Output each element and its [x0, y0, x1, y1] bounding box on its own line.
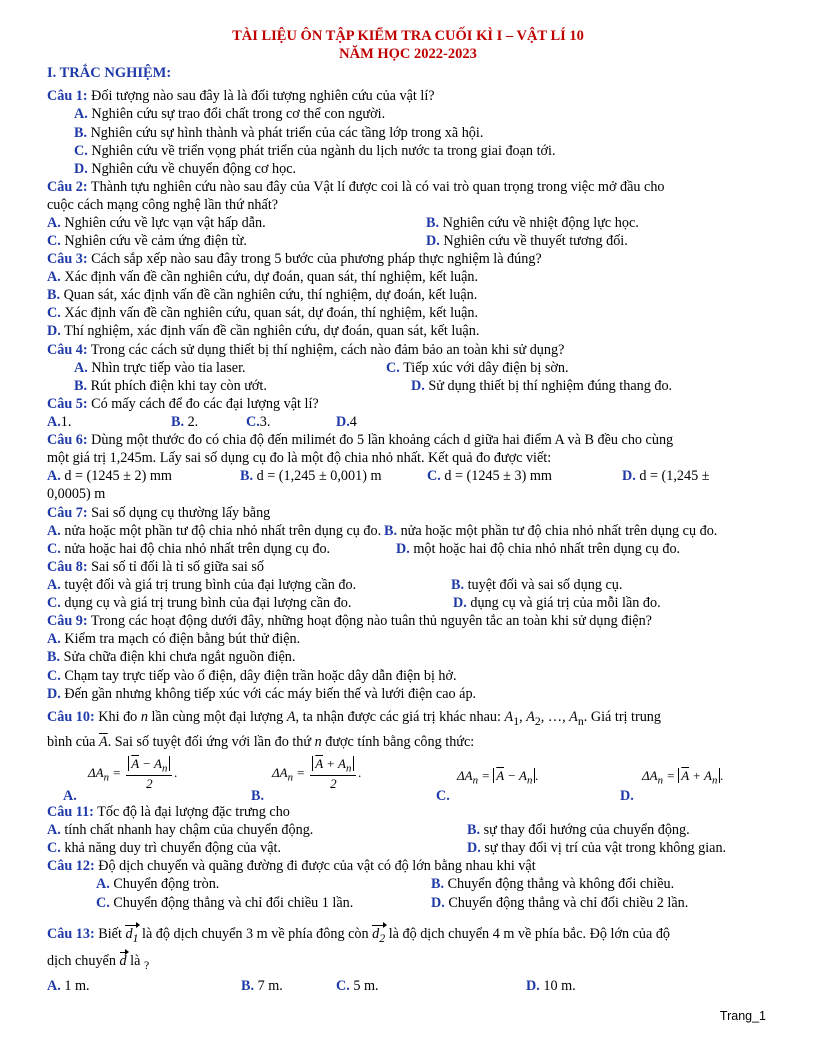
text: 0,0005) m: [47, 486, 106, 502]
option-label: D.: [426, 233, 440, 249]
option-label: B.: [451, 577, 465, 593]
option-label: A.: [47, 269, 61, 285]
text: Chuyển động thẳng và chỉ đổi chiều 2 lần.: [444, 895, 689, 911]
text-line: [240, 468, 382, 485]
option-label: A.: [63, 788, 77, 804]
text: 3.: [259, 414, 271, 430]
text: tuyệt đối và giá trị trung bình của đại lượng cần đo.: [60, 577, 357, 593]
question-label: Câu 1:: [47, 88, 88, 104]
option-label: C.: [47, 233, 61, 249]
option-label: D.: [336, 414, 350, 430]
option-label: B.: [47, 287, 61, 303]
text-line: [241, 978, 283, 995]
text: Tiếp xúc với dây điện bị sờn.: [399, 360, 569, 376]
text: cuộc cách mạng công nghệ lần thứ nhất?: [47, 197, 279, 213]
text-line: [47, 523, 381, 540]
text: nửa hoặc một phần tư độ chia nhỏ nhất trên dụng cụ đo.: [60, 523, 382, 539]
text-line: [47, 631, 300, 648]
document-title: TÀI LIỆU ÔN TẬP KIỂM TRA CUỐI KÌ I – VẬT LÍ 10: [232, 28, 584, 44]
text-line: [396, 541, 680, 558]
text: dụng cụ và giá trị của mỗi lần đo.: [466, 595, 661, 611]
text: Rút phích điện khi tay còn ướt.: [87, 378, 267, 394]
option-label: D.: [526, 978, 540, 994]
option-label: A.: [74, 106, 88, 122]
text: d = (1,245 ± 0,001) m: [253, 468, 382, 484]
text: Nghiên cứu sự hình thành và phát triển của các tầng lớp trong xã hội.: [87, 125, 484, 141]
question-13-line-1: Câu 13: Biết $d_1$ là độ dịch chuyển 3 m về phía đông còn $d_2$ là độ dịch chuyển 4 m về phía bắc. Độ lớn của độ: [47, 926, 671, 945]
text-line: [47, 323, 479, 340]
text-line: [47, 88, 435, 105]
text: 1 m.: [60, 978, 90, 994]
text-line: [431, 895, 688, 912]
text-line: [47, 486, 105, 503]
text-line: [622, 468, 710, 485]
text-line: [47, 613, 652, 630]
text-line: [47, 559, 264, 576]
option-label: D.: [467, 840, 481, 856]
text: tính chất nhanh hay chậm của chuyển động.: [60, 822, 314, 838]
text-line: [47, 686, 476, 703]
text-line: [47, 978, 90, 995]
text-line: [47, 649, 295, 666]
option-label: B.: [251, 788, 265, 804]
text-line: [47, 233, 247, 250]
question-label: Câu 9:: [47, 613, 88, 629]
text: Chuyển động thẳng và chỉ đổi chiều 1 lần.: [109, 895, 354, 911]
text-line: [74, 360, 246, 377]
option-label: C.: [386, 360, 400, 376]
option-label: B.: [431, 876, 445, 892]
text: Thành tựu nghiên cứu nào sau đây của Vật lí được coi là có vai trò quan trọng trong việc mở đầu cho: [87, 179, 665, 195]
text: một giá trị 1,245m. Lấy sai số dụng cụ đo là một độ chia nhỏ nhất. Kết quả đo được viết:: [47, 450, 552, 466]
option-label: B.: [74, 378, 88, 394]
text-line: [453, 595, 661, 612]
question-10-line-2: bình của $\overline{A}$. Sai số tuyệt đối ứng với lần đo thứ n được tính bằng công thức:: [47, 734, 475, 750]
option-label: B.: [47, 649, 61, 665]
text-line: [47, 468, 172, 485]
text-line: [246, 414, 270, 431]
text: một hoặc hai độ chia nhỏ nhất trên dụng cụ đo.: [409, 541, 681, 557]
text-line: [47, 450, 551, 467]
question-label: Câu 12:: [47, 858, 95, 874]
text: d = (1,245 ±: [635, 468, 710, 484]
text-line: [451, 577, 622, 594]
text: Thí nghiệm, xác định vấn đề cần nghiên cứu, dự đoán, quan sát, kết luận.: [60, 323, 480, 339]
text: Nghiên cứu về triển vọng phát triển của ngành du lịch nước ta trong giai đoạn tới.: [87, 143, 556, 159]
school-year: NĂM HỌC 2022-2023: [339, 46, 477, 62]
text-line: [386, 360, 569, 377]
text-line: [426, 215, 639, 232]
option-label: D.: [411, 378, 425, 394]
question-13-line-2: dịch chuyển d là $_?$: [47, 953, 150, 972]
option-label: B.: [426, 215, 440, 231]
vector-d1: $d_1$: [125, 926, 139, 945]
text-line: [47, 251, 542, 268]
question-label: Câu 7:: [47, 505, 88, 521]
page-number: Trang_1: [719, 1009, 766, 1023]
text: Nghiên cứu về lực vạn vật hấp dẫn.: [60, 215, 266, 231]
option-label: C.: [96, 895, 110, 911]
question-label: Câu 6:: [47, 432, 88, 448]
text-line: [171, 414, 198, 431]
question-10-line-1: Câu 10: Khi đo n lần cùng một đại lượng A, ta nhận được các giá trị khác nhau: $A_1$, $A_2$, …, $A_n$. Giá trị trung: [47, 709, 661, 728]
text-line: [74, 378, 267, 395]
text: Độ dịch chuyển và quãng đường đi được của vật có độ lớn bằng nhau khi vật: [94, 858, 536, 874]
text-line: [47, 305, 478, 322]
text: 2.: [184, 414, 199, 430]
question-label: Câu 5:: [47, 396, 88, 412]
text-line: [74, 143, 556, 160]
vector-d: d: [119, 953, 127, 969]
text: Quan sát, xác định vấn đề cần nghiên cứu, thí nghiệm, dự đoán, kết luận.: [60, 287, 478, 303]
text: Tốc độ là đại lượng đặc trưng cho: [93, 804, 290, 820]
text: Cách sắp xếp nào sau đây trong 5 bước của phương pháp thực nghiệm là đúng?: [87, 251, 542, 267]
option-label: B.: [384, 523, 398, 539]
formula-c: $\Delta A_n = \overline{A} - A_n$ .: [457, 768, 539, 787]
option-label: C.: [74, 143, 88, 159]
question-label: Câu 4:: [47, 342, 88, 358]
question-label: Câu 13:: [47, 926, 95, 942]
text: Nghiên cứu về thuyết tương đối.: [439, 233, 628, 249]
text-line: [74, 106, 385, 123]
option-label: C.: [47, 541, 61, 557]
option-label: A.: [47, 822, 61, 838]
text: sự thay đổi vị trí của vật trong không gian.: [480, 840, 727, 856]
text-line: [96, 876, 219, 893]
question-label: Câu 10:: [47, 709, 95, 725]
text: nửa hoặc hai độ chia nhỏ nhất trên dụng cụ đo.: [60, 541, 331, 557]
formula-a: $\Delta A_n$ = $\frac{\overline{A} - A_n}{2}$ .: [88, 756, 178, 791]
option-label: C.: [47, 305, 61, 321]
text: Nghiên cứu về chuyển động cơ học.: [87, 161, 297, 177]
text: Xác định vấn đề cần nghiên cứu, dự đoán, quan sát, thí nghiệm, kết luận.: [60, 269, 479, 285]
option-label: D.: [47, 686, 61, 702]
text-line: [47, 342, 564, 359]
text: 7 m.: [254, 978, 283, 994]
option-label: C.: [47, 595, 61, 611]
text: Kiểm tra mạch có điện bằng bút thử điện.: [60, 631, 301, 647]
option-label: A.: [47, 631, 61, 647]
text-line: [96, 895, 353, 912]
question-label: Câu 3:: [47, 251, 88, 267]
section-title: I. TRẮC NGHIỆM:: [47, 65, 172, 81]
option-label: D.: [622, 468, 636, 484]
option-label: C.: [246, 414, 260, 430]
text: nửa hoặc một phần tư độ chia nhỏ nhất trên dụng cụ đo.: [397, 523, 718, 539]
text: khả năng duy trì chuyển động của vật.: [60, 840, 282, 856]
text: Sửa chữa điện khi chưa ngắt nguồn điện.: [60, 649, 296, 665]
option-label: A.: [96, 876, 110, 892]
text: Sai số tỉ đối là tỉ số giữa sai số: [87, 559, 264, 575]
option-label: D.: [47, 323, 61, 339]
text-line: [47, 804, 290, 821]
text-line: [336, 414, 357, 431]
option-label: D.: [453, 595, 467, 611]
option-label: B.: [467, 822, 481, 838]
text: Trong các cách sử dụng thiết bị thí nghiệm, cách nào đảm bảo an toàn khi sử dụng?: [87, 342, 565, 358]
option-label: C.: [336, 978, 350, 994]
text-line: [47, 840, 281, 857]
text-line: [47, 269, 478, 286]
text-line: [47, 287, 477, 304]
text-line: [47, 505, 270, 522]
text-line: [74, 161, 296, 178]
text: Đối tượng nào sau đây là là đối tượng nghiên cứu của vật lí?: [87, 88, 435, 104]
vector-d2: $d_2$: [372, 926, 386, 945]
text-line: [47, 577, 356, 594]
text: Sử dụng thiết bị thí nghiệm đúng thang đo.: [424, 378, 673, 394]
question-label: Câu 11:: [47, 804, 94, 820]
text-line: [427, 468, 552, 485]
text: dụng cụ và giá trị trung bình của đại lượng cần đo.: [60, 595, 352, 611]
option-label: C.: [436, 788, 450, 804]
text: sự thay đổi hướng của chuyển động.: [480, 822, 690, 838]
text-line: [47, 541, 330, 558]
text: d = (1245 ± 3) mm: [440, 468, 552, 484]
option-label: C.: [427, 468, 441, 484]
question-label: Câu 2:: [47, 179, 88, 195]
text: Nghiên cứu về cảm ứng điện từ.: [60, 233, 247, 249]
text: Chạm tay trực tiếp vào ổ điện, dây điện trần hoặc dây dẫn điện bị hở.: [60, 668, 457, 684]
text: Chuyển động thẳng và không đổi chiều.: [444, 876, 675, 892]
option-label: A.: [47, 468, 61, 484]
text: 10 m.: [539, 978, 576, 994]
text: d = (1245 ± 2) mm: [60, 468, 172, 484]
text-line: [47, 179, 665, 196]
text: 4: [349, 414, 357, 430]
option-label: A.: [74, 360, 88, 376]
option-label: A.: [47, 577, 61, 593]
text: Xác định vấn đề cần nghiên cứu, quan sát, dự đoán, thí nghiệm, kết luận.: [60, 305, 479, 321]
question-label: Câu 8:: [47, 559, 88, 575]
text: Dùng một thước đo có chia độ đến milimét đo 5 lần khoảng cách d giữa hai điểm A và B đều cho cùng: [87, 432, 674, 448]
option-label: A.: [47, 978, 61, 994]
text-line: [426, 233, 628, 250]
text-line: [411, 378, 672, 395]
text-line: [47, 668, 457, 685]
option-label: B.: [240, 468, 254, 484]
text: Trong các hoạt động dưới đây, những hoạt động nào tuân thủ nguyên tắc an toàn khi sử dụng điện?: [87, 613, 652, 629]
option-label: D.: [74, 161, 88, 177]
option-label: A.: [47, 414, 61, 430]
text: Sai số dụng cụ thường lấy bằng: [87, 505, 271, 521]
option-label: D.: [620, 788, 634, 804]
formula-b: $\Delta A_n$ = $\frac{\overline{A} + A_n}{2}$ .: [272, 756, 362, 791]
text: Nghiên cứu về nhiệt động lực học.: [439, 215, 639, 231]
text-line: [47, 432, 673, 449]
text-line: [467, 840, 726, 857]
text-line: [74, 125, 483, 142]
text-line: [47, 858, 536, 875]
option-label: B.: [241, 978, 255, 994]
text: tuyệt đối và sai số dụng cụ.: [464, 577, 623, 593]
text: Đến gần nhưng không tiếp xúc với các máy biến thế và lưới điện cao áp.: [60, 686, 477, 702]
option-label: D.: [396, 541, 410, 557]
text-line: [431, 876, 674, 893]
formula-d: $\Delta A_n = \overline{A} + A_n$ .: [642, 768, 724, 787]
text-line: [47, 595, 351, 612]
text: 5 m.: [349, 978, 379, 994]
text-line: [467, 822, 690, 839]
text: Nhìn trực tiếp vào tia laser.: [87, 360, 246, 376]
option-label: A.: [47, 523, 61, 539]
text-line: [336, 978, 379, 995]
option-label: C.: [47, 668, 61, 684]
option-label: C.: [47, 840, 61, 856]
text-line: [47, 822, 313, 839]
option-label: D.: [431, 895, 445, 911]
text-line: [47, 197, 278, 214]
text-line: [47, 396, 319, 413]
text-line: [47, 414, 71, 431]
text-line: [47, 215, 266, 232]
text: Có mấy cách để đo các đại lượng vật lí?: [87, 396, 319, 412]
text: Chuyển động tròn.: [109, 876, 220, 892]
option-label: B.: [171, 414, 185, 430]
text-line: [384, 523, 717, 540]
text-line: [526, 978, 576, 995]
text: 1.: [60, 414, 72, 430]
option-label: A.: [47, 215, 61, 231]
option-label: B.: [74, 125, 88, 141]
text: Nghiên cứu sự trao đổi chất trong cơ thể con người.: [87, 106, 386, 122]
